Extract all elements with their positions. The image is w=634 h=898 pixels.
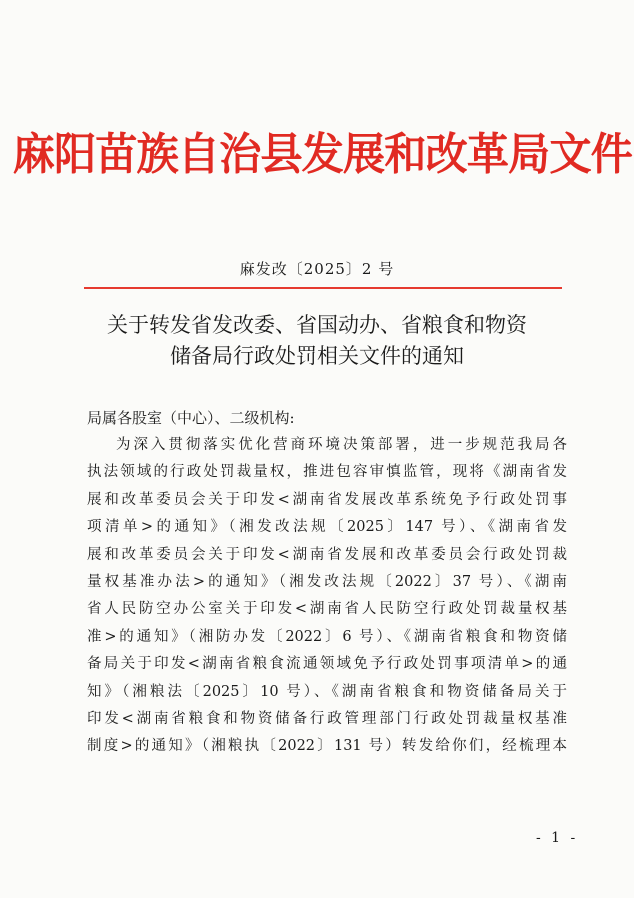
body-line: 展和改革委员会关于印发<湖南省发展和改革委员会行政处罚裁: [87, 546, 567, 563]
document-title: [0, 310, 634, 372]
page-number: - 1 -: [536, 830, 579, 846]
body-line: 准>的通知》（湘防办发〔2022〕6 号）、《湖南省粮食和物资储: [87, 628, 567, 645]
document-number: 麻发改〔2025〕2 号: [239, 260, 395, 278]
red-divider-line: [84, 287, 562, 289]
body-line: 量权基准办法>的通知》（湘发改法规〔2022〕37 号）、《湖南: [87, 573, 567, 590]
document-title-line: 储备局行政处罚相关文件的通知: [170, 344, 464, 368]
document-title-line: 关于转发省发改委、省国动办、省粮食和物资: [107, 313, 527, 337]
document-header-title: 麻阳苗族自治县发展和改革局文件: [12, 129, 632, 180]
document-body: [87, 432, 567, 761]
body-line: 印发<湖南省粮食和物资储备行政管理部门行政处罚裁量权基准: [87, 710, 567, 727]
body-line: 执法领域的行政处罚裁量权，推进包容审慎监管，现将《湖南省发: [87, 464, 567, 481]
recipient-line: 局属各股室（中心）、二级机构:: [87, 409, 295, 427]
body-line: 为深入贯彻落实优化营商环境决策部署，进一步规范我局各: [116, 437, 567, 453]
body-line: 知》（湘粮法〔2025〕10 号）、《湖南省粮食和物资储备局关于: [87, 683, 567, 700]
body-line: 备局关于印发<湖南省粮食流通领域免予行政处罚事项清单>的通: [87, 656, 567, 673]
body-line: 省人民防空办公室关于印发<湖南省人民防空行政处罚裁量权基: [87, 601, 567, 618]
body-line: 展和改革委员会关于印发<湖南省发展改革系统免予行政处罚事: [87, 491, 567, 508]
body-line: 项清单>的通知》（湘发改法规〔2025〕147 号）、《湖南省发: [87, 519, 567, 536]
body-line: 制度>的通知》（湘粮执〔2022〕131 号）转发给你们，经梳理本: [87, 738, 567, 755]
